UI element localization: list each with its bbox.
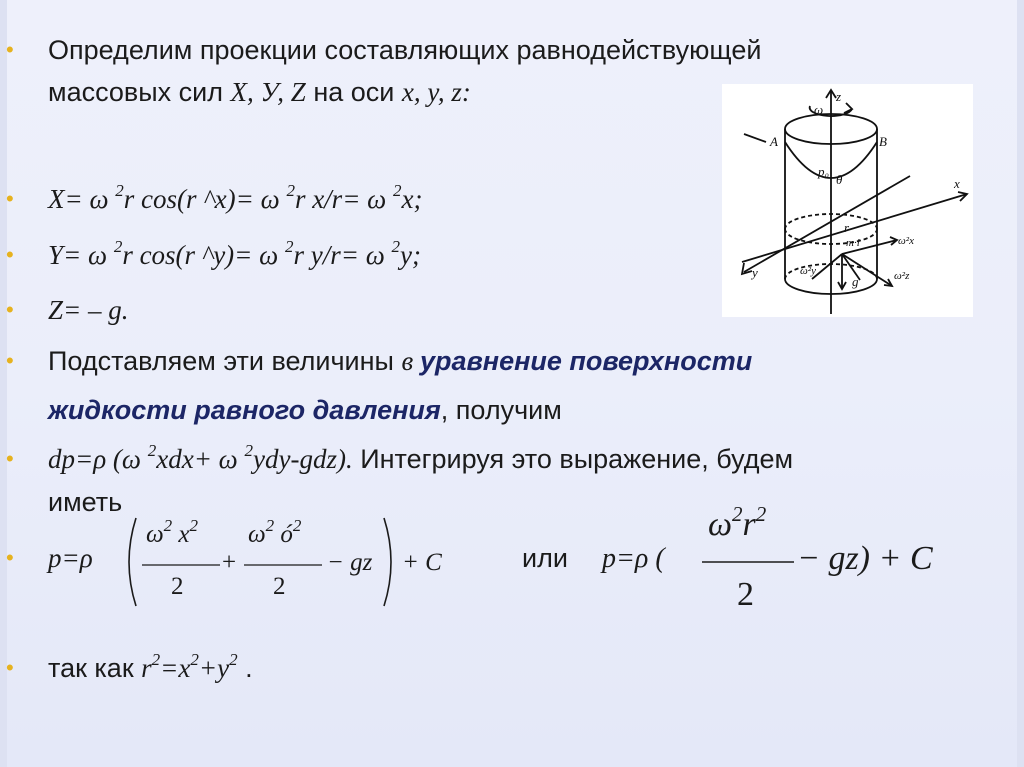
label-g: g xyxy=(852,274,859,289)
right-frame-edge xyxy=(1017,0,1024,767)
intro-line-1: Определим проекции составляющих равнодействующей xyxy=(48,35,762,65)
bullet-marker: • xyxy=(6,545,14,570)
formula-2-denominator: 2 xyxy=(737,576,754,613)
bullet-marker: • xyxy=(6,655,14,680)
label-b: B xyxy=(879,134,887,149)
right-paren xyxy=(384,518,391,606)
label-r: r xyxy=(844,220,850,235)
x-axis xyxy=(742,194,967,262)
label-w2z: ω²z xyxy=(894,270,910,282)
formula-1-lhs: p=ρ xyxy=(48,543,93,573)
emphasis-surface: жидкости равного давления xyxy=(48,395,441,425)
label-w2y: ω²y xyxy=(800,265,816,277)
or-word: или xyxy=(522,543,568,573)
bullet-marker: • xyxy=(6,186,14,211)
label-z: z xyxy=(836,89,842,104)
label-theta: θ xyxy=(836,172,843,187)
label-a: A xyxy=(770,134,778,149)
bullet-marker: • xyxy=(6,446,14,471)
left-paren xyxy=(129,518,136,606)
bullet-marker: • xyxy=(6,348,14,373)
y-axis xyxy=(744,176,910,272)
rotating-cylinder-figure xyxy=(722,84,973,317)
bullet-marker: • xyxy=(6,297,14,322)
minus-gz: − gz xyxy=(327,549,373,576)
fraction-1-numerator: $\omega^2$ $x^2$ xyxy=(146,515,199,548)
bullet-marker: • xyxy=(6,37,14,62)
label-omega: ω xyxy=(814,102,824,117)
label-p0: p₀ xyxy=(818,164,830,179)
formula-2-numerator: $\omega^2r^2$ xyxy=(708,501,767,543)
fraction-1-denominator: 2 xyxy=(171,573,184,600)
formula-2-tail: − gz) + C xyxy=(797,540,933,577)
fraction-2-denominator: 2 xyxy=(273,573,286,600)
label-w2x: ω²x xyxy=(898,235,914,247)
plus-sign: + xyxy=(222,549,237,576)
emphasis-equation: уравнение поверхности xyxy=(419,346,753,376)
fraction-2-numerator: $\omega^2$ $ó^2$ xyxy=(248,515,302,548)
label-x: x xyxy=(954,176,960,191)
label-y: y xyxy=(752,265,758,280)
formula-2-fraction-bar xyxy=(700,560,800,564)
label-m: m·l xyxy=(846,237,860,249)
formula-2-lhs: p=ρ ( xyxy=(602,543,665,574)
plus-c: + C xyxy=(402,549,442,576)
bullet-marker: • xyxy=(6,242,14,267)
